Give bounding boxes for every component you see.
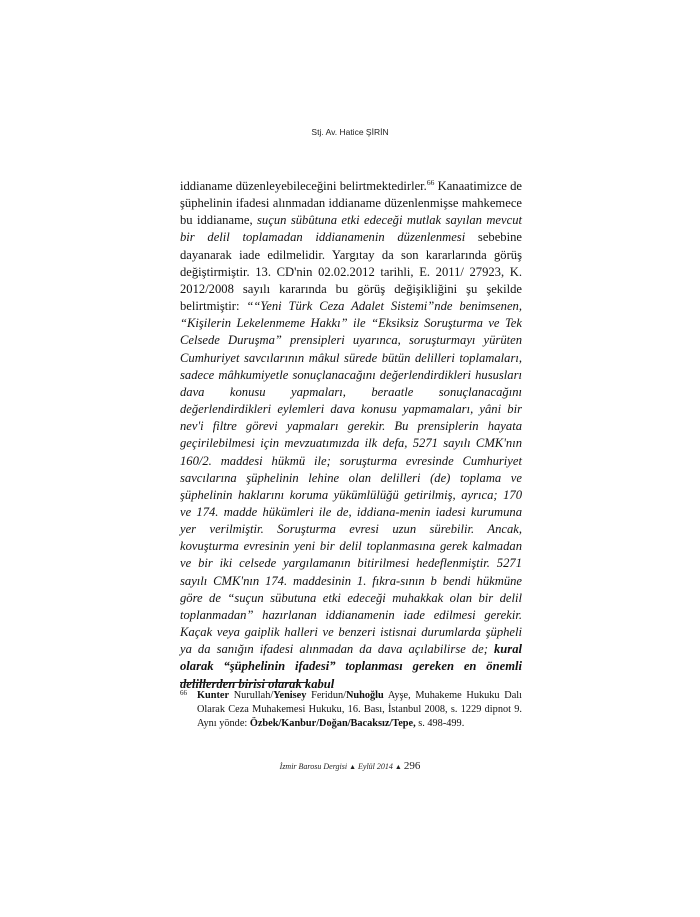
footnote-reference[interactable]: 66 bbox=[426, 177, 435, 187]
footnote-text-segment: Feridun/ bbox=[306, 690, 346, 701]
body-text-segment: Kanaatimizce de şüphelinin ifadesi alınmadan iddianame düzenlenmişse mahkemece bu iddianame, bbox=[180, 179, 522, 228]
footnote-divider bbox=[180, 682, 308, 683]
running-header: Stj. Av. Hatice ŞİRİN bbox=[311, 127, 389, 137]
footnote-text-segment: s. 498-499. bbox=[415, 718, 465, 730]
footnote-author: Yenisey bbox=[273, 690, 307, 701]
footnote-text-segment: Ayşe, Muhakeme Hukuku Dalı Olarak Ceza Muhakemesi Hukuku, 16. Bası, İstanbul 2008, s. 1229 dipnot 9. Aynı yönde: bbox=[197, 690, 523, 730]
footnote-author: Özbek/Kanbur/Doğan/Bacaksız/Tepe, bbox=[249, 718, 416, 730]
footnote-text-segment: Nurullah/ bbox=[229, 690, 274, 701]
body-text-segment: iddianame düzenleyebileceğini belirtmektedirler. bbox=[180, 179, 427, 193]
journal-name: İzmir Barosu Dergisi bbox=[279, 762, 348, 771]
body-paragraph bbox=[180, 178, 522, 693]
page-footer bbox=[0, 760, 700, 772]
issue-date: Eylül 2014 bbox=[358, 762, 393, 771]
body-italic-segment: suçun sübûtuna etki edeceği mutlak sayılan mevcut bir delil toplamadan iddianamenin düzenlenmesi bbox=[180, 213, 522, 245]
footnote-author: Kunter bbox=[197, 690, 230, 701]
body-text-segment: sebebine dayanarak iade edilmelidir. Yargıtay da son kararlarında görüş değiştirmiştir. 13. CD'nin 02.02.2012 tarihli, E. 2011/ 27923, K. 2012/2008 sayılı kararında bu görüş değişikliğini şu şekilde belirtmiştir: bbox=[180, 230, 522, 314]
page-number: 296 bbox=[403, 760, 421, 772]
triangle-separator-icon: ▲ bbox=[394, 763, 402, 771]
footnote-text bbox=[197, 689, 522, 732]
triangle-separator-icon: ▲ bbox=[349, 763, 357, 771]
court-decision-quote: ““Yeni Türk Ceza Adalet Sistemi”nde benimsenen, “Kişilerin Lekelenmeme Hakkı” ile “Eksiksiz Soruşturma ve Tek Celsede Duruşma” prensipleri uyarınca, soruşturmayı yürüten Cumhuriyet savcılarının mâkul sürede bütün delilleri toplamaları, sadece mâhkumiyetle sonuçlanacağını değerlendirdikleri hususları dava konusu yapmaları, beraatle sonuçlanacağını değerlendirdikleri eylemleri dava konusu yapmamaları, yâni bir nev'i filtre görevi yapmaları gerekir. Bu prensiplerin hayata geçirilebilmesi için mevzuatımızda ilk defa, 5271 sayılı CMK'nın 160/2. maddesi hükmü ile; soruşturma evresinde Cumhuriyet savcılarına şüphelinin lehine olan delilleri (de) toplama ve şüphelinin haklarını koruma yükümlülüğü getirilmiş, ayrıca; 170 ve 174. madde hükümleri ile de, iddiana-menin iadesi kurumuna yer verilmiştir. Soruşturma evresi uzun sürebilir. Ancak, kovuşturma evresinin yeni bir delil toplanmasına gerek kalmadan ve bir iki celsede yargılamanın bitirilmesi hedeflenmiştir. 5271 sayılı CMK'nın 174. maddesinin 1. fıkra-sının b bendi hükmüne göre de “suçun sübutuna etki edeceği muhakkak olan bir delil toplanmadan” hazırlanan iddianamenin iade edilmesi gerekir. Kaçak veya gaiplik halleri ve benzeri istisnai durumlarda şüpheli ya da sanığın ifadesi alınmadan da dava açılabilirse de; bbox=[180, 299, 522, 657]
footnote-number: 66 bbox=[180, 689, 187, 697]
footnote-author: Nuhoğlu bbox=[346, 690, 384, 701]
body-bold-italic-segment: kural olarak “şüphelinin ifadesi” toplanması gereken en önemli delillerden birisi olarak kabul bbox=[180, 642, 522, 691]
footnote bbox=[180, 689, 522, 732]
